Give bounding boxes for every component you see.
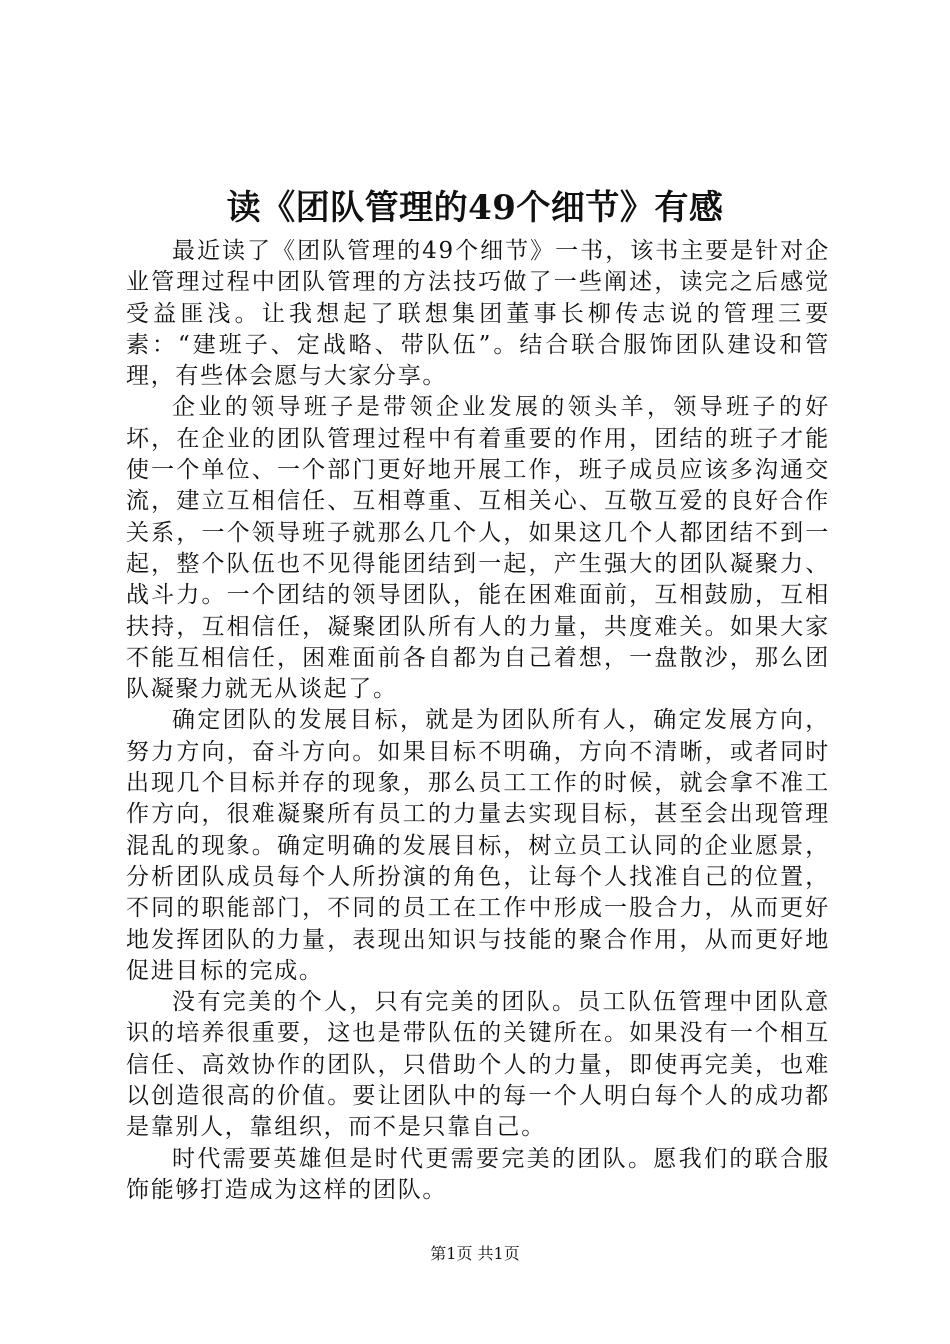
- document-title: 读《团队管理的49个细节》有感: [226, 188, 724, 228]
- paragraph: 企业的领导班子是带领企业发展的领头羊，领导班子的好坏，在企业的团队管理过程中有着重要的作用，团结的班子才能使一个单位、一个部门更好地开展工作，班子成员应该多沟通交流，建立互相信任、互相尊重、互相关心、互敬互爱的良好合作关系，一个领导班子就那么几个人，如果这几个人都团结不到一起，整个队伍也不见得能团结到一起，产生强大的团队凝聚力、战斗力。一个团结的领导团队，能在困难面前，互相鼓励，互相扶持，互相信任，凝聚团队所有人的力量，共度难关。如果大家不能互相信任，困难面前各自都为自己着想，一盘散沙，那么团队凝聚力就无从谈起了。: [126, 394, 830, 703]
- paragraph: 没有完美的个人，只有完美的团队。员工队伍管理中团队意识的培养很重要，这也是带队伍的关键所在。如果没有一个相互信任、高效协作的团队，只借助个人的力量，即使再完美，也难以创造很高的价值。要让团队中的每一个人明白每个人的成功都是靠别人，靠组织，而不是只靠自己。: [126, 989, 830, 1141]
- document-body: [126, 236, 830, 1206]
- paragraph: 最近读了《团队管理的49个细节》一书，该书主要是针对企业管理过程中团队管理的方法技巧做了一些阐述，读完之后感觉受益匪浅。让我想起了联想集团董事长柳传志说的管理三要素：“建班子、定战略、带队伍”。结合联合服饰团队建设和管理，有些体会愿与大家分享。: [126, 238, 830, 390]
- paragraph: 确定团队的发展目标，就是为团队所有人，确定发展方向，努力方向，奋斗方向。如果目标不明确，方向不清晰，或者同时出现几个目标并存的现象，那么员工工作的时候，就会拿不准工作方向，很难凝聚所有员工的力量去实现目标，甚至会出现管理混乱的现象。确定明确的发展目标，树立员工认同的企业愿景，分析团队成员每个人所扮演的角色，让每个人找准自己的位置，不同的职能部门，不同的员工在工作中形成一股合力，从而更好地发挥团队的力量，表现出知识与技能的聚合作用，从而更好地促进目标的完成。: [126, 707, 830, 984]
- paragraph: 时代需要英雄但是时代更需要完美的团队。愿我们的联合服饰能够打造成为这样的团队。: [126, 1145, 830, 1203]
- page-footer: 第1页 共1页: [430, 1244, 520, 1263]
